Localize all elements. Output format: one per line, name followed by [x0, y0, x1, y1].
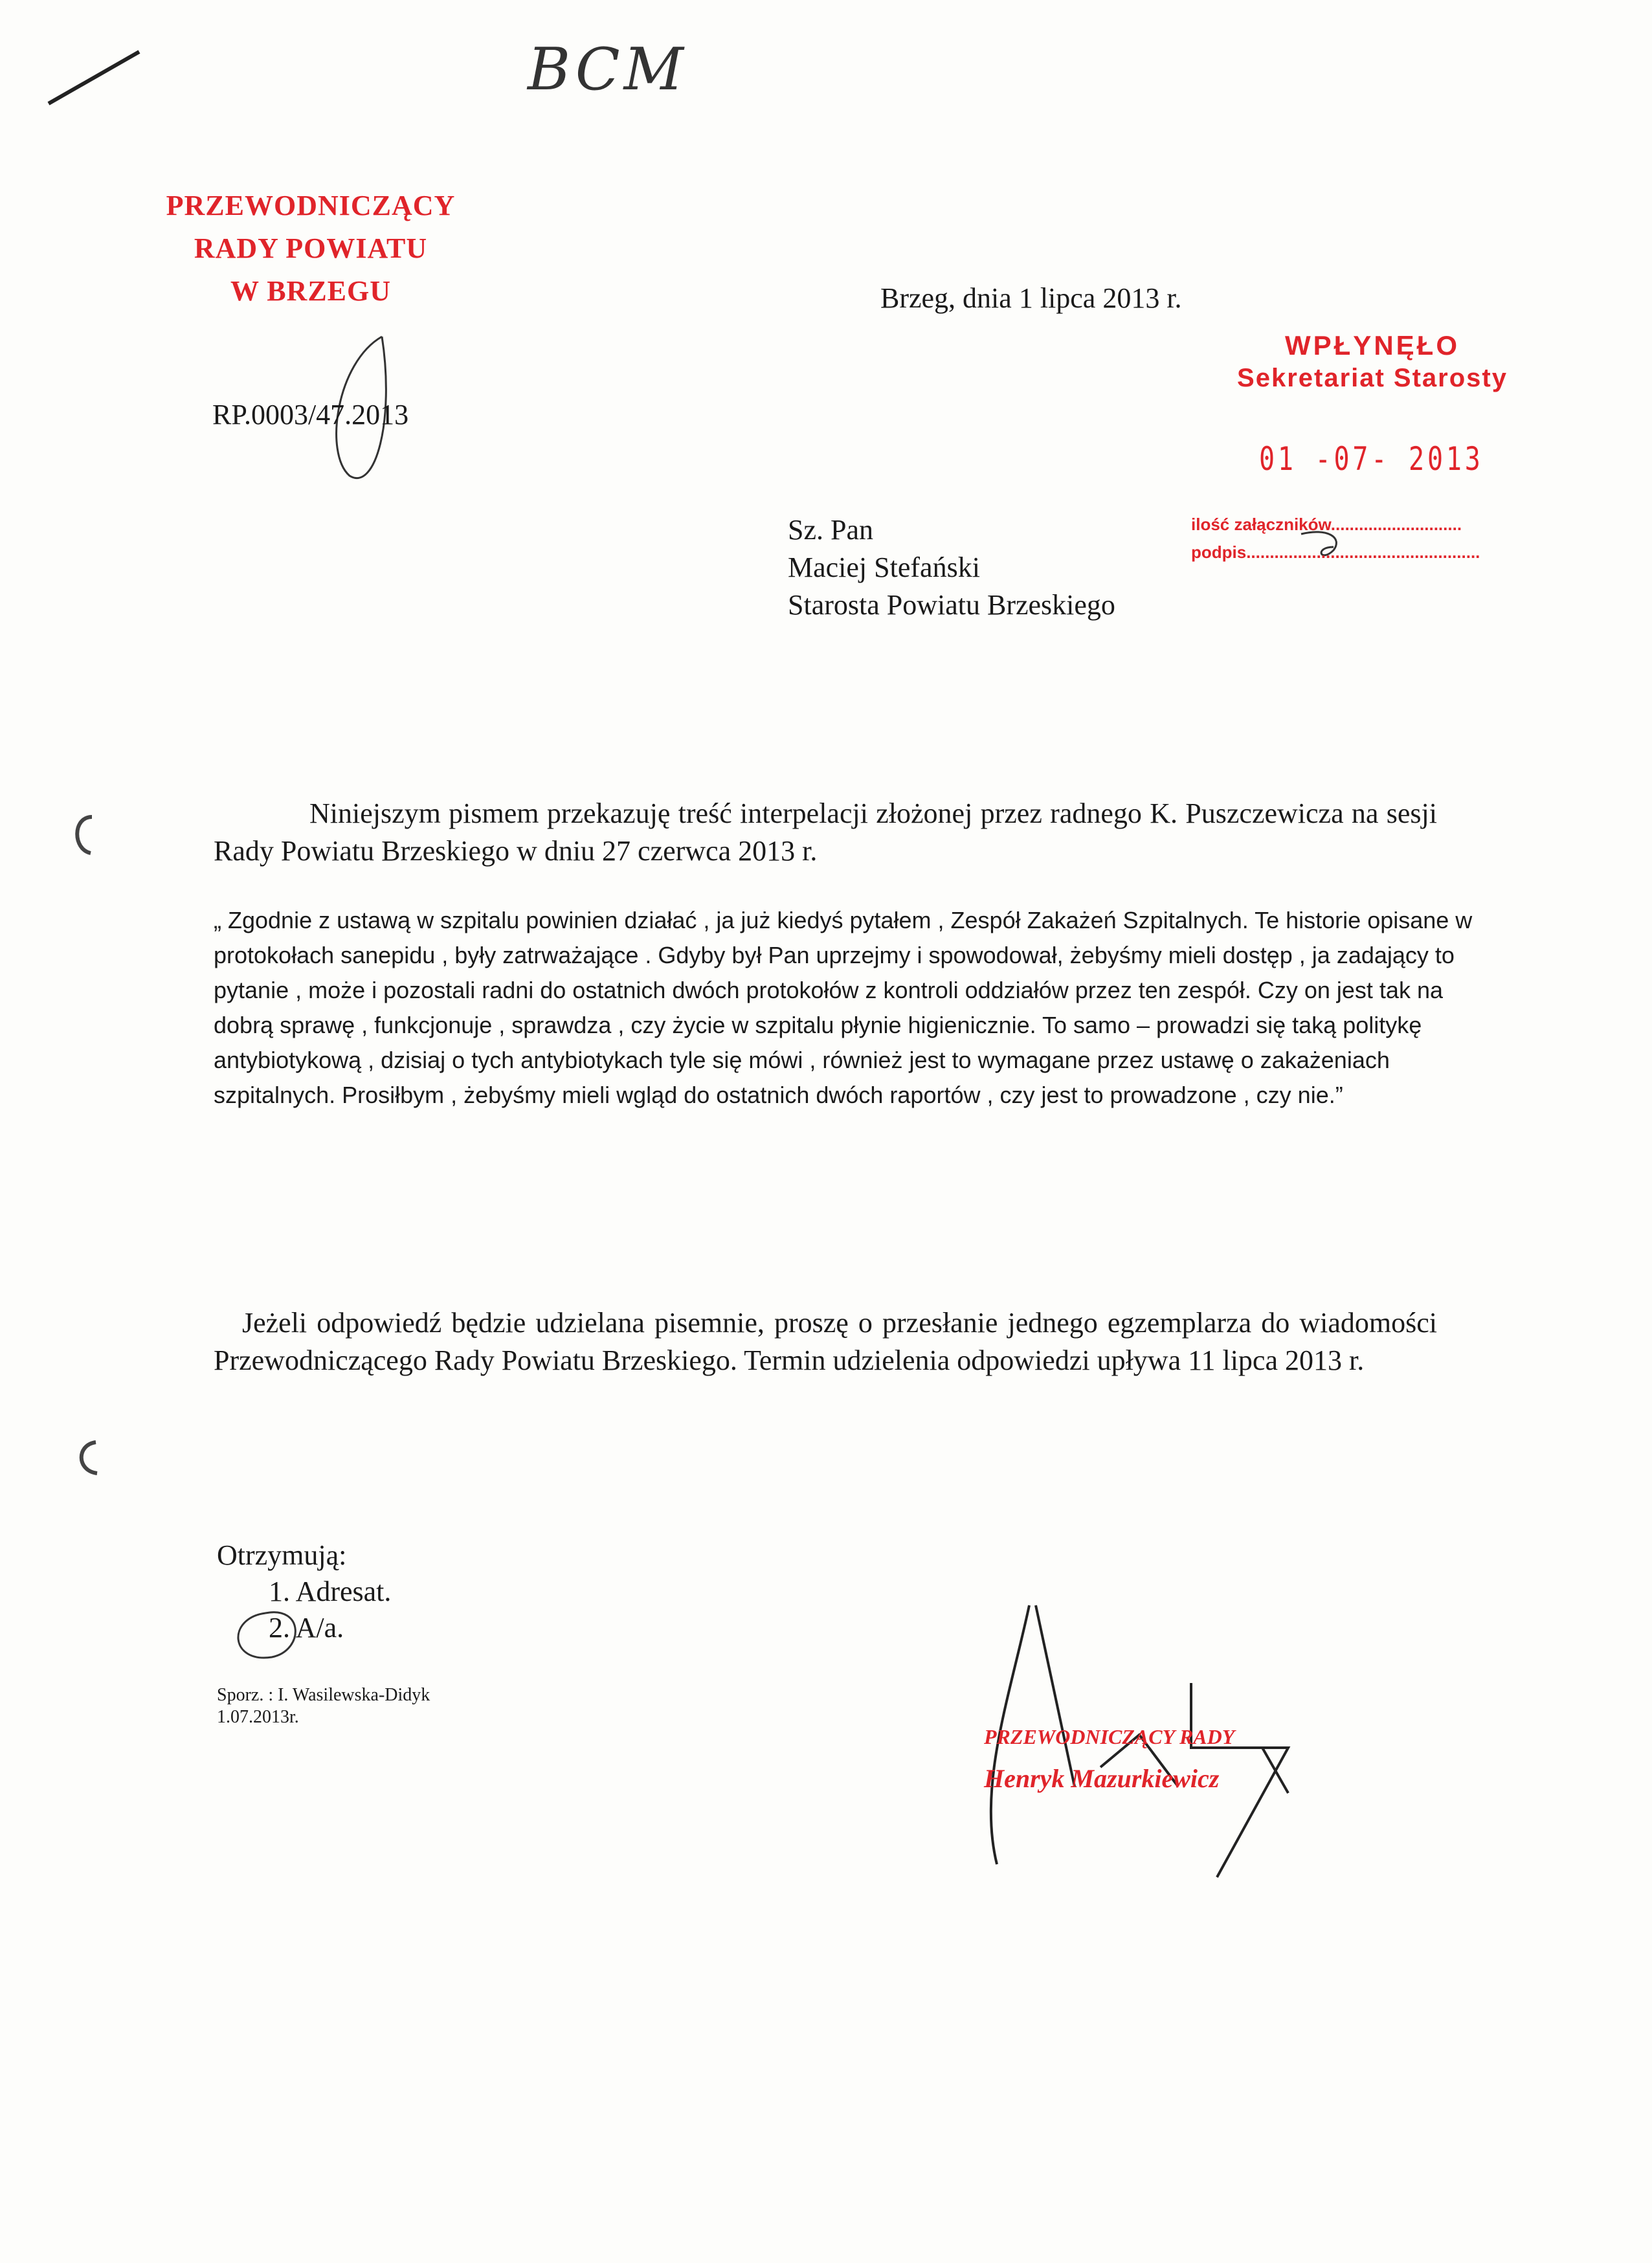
prepared-by: [217, 1684, 430, 1728]
corner-stroke: [49, 52, 139, 104]
recipient-item: 1. Adresat.: [269, 1576, 392, 1607]
stamp-title: WPŁYNĘŁO: [1285, 330, 1460, 361]
handwritten-mark: BCM: [528, 36, 687, 104]
signature-name: Henryk Mazurkiewicz: [984, 1764, 1220, 1793]
addressee-name: Maciej Stefański: [788, 552, 980, 583]
recipient-item: 2. A/a.: [269, 1612, 344, 1644]
signature-title: PRZEWODNICZĄCY RADY: [984, 1725, 1235, 1748]
binder-hole-1: [77, 817, 92, 853]
addressee-title: Starosta Powiatu Brzeskiego: [788, 589, 1115, 621]
stamp-attachments: ilość załączników............................: [1191, 515, 1462, 534]
addressee: [788, 511, 1115, 624]
recipients-heading: Otrzymują:: [217, 1539, 347, 1571]
sender-line-3: W BRZEGU: [230, 275, 392, 307]
recipients: [217, 1537, 391, 1646]
stamp-office: Sekretariat Starosty: [1237, 364, 1508, 392]
incoming-stamp: [1191, 330, 1554, 393]
sender-line-1: PRZEWODNICZĄCY: [166, 190, 456, 221]
prepared-by-date: 1.07.2013r.: [217, 1707, 299, 1727]
addressee-salutation: Sz. Pan: [788, 514, 873, 546]
binder-hole-2: [82, 1442, 97, 1473]
recipients-list: [217, 1574, 391, 1646]
sender-header: [84, 184, 537, 313]
stamp-signature: podpis..................................................: [1191, 542, 1480, 562]
place-date: Brzeg, dnia 1 lipca 2013 r.: [880, 282, 1182, 314]
stamp-date: 01 -07- 2013: [1259, 440, 1484, 478]
sender-line-2: RADY POWIATU: [194, 232, 428, 264]
closing-paragraph: Jeżeli odpowiedź będzie udzielana pisemnie, proszę o przesłanie jednego egzemplarza do wiadomości Przewodniczącego Rady Powiatu Brzeskiego. Termin udzielenia odpowiedzi upływa 11 lipca 2013 r.: [214, 1307, 1437, 1376]
interpellation-quote: „ Zgodnie z ustawą w szpitalu powinien działać , ja już kiedyś pytałem , Zespół Zakażeń Szpitalnych. Te historie opisane w protokołach sanepidu , były zatrważające . Gdyby był Pan uprzejmy i spowodował, żebyśmy mieli dostęp , ja zadający to pytanie , może i pozostali radni do ostatnich dwóch protokołów z kontroli oddziałów przez ten zespół. Czy on jest tak na dobrą sprawę , funkcjonuje , sprawdza , czy życie w szpitalu płynie higienicznie. To samo – prowadzi się taką politykę antybiotykową , dzisiaj o tych antybiotykach tyle się mówi , również jest to wymagane przez ustawę o zakażeniach szpitalnych. Prosiłbym , żebyśmy mieli wgląd do ostatnich dwóch raportów , czy jest to prowadzone , czy nie.”: [214, 907, 1473, 1108]
reference-number: RP.0003/47.2013: [212, 399, 409, 430]
signature-stamp: [984, 1725, 1234, 1794]
intro-paragraph: Niniejszym pismem przekazuję treść interpelacji złożonej przez radnego K. Puszczewicza na sesji Rady Powiatu Brzeskiego w dniu 27 czerwca 2013 r.: [214, 797, 1437, 867]
prepared-by-name: Sporz. : I. Wasilewska-Didyk: [217, 1685, 430, 1705]
